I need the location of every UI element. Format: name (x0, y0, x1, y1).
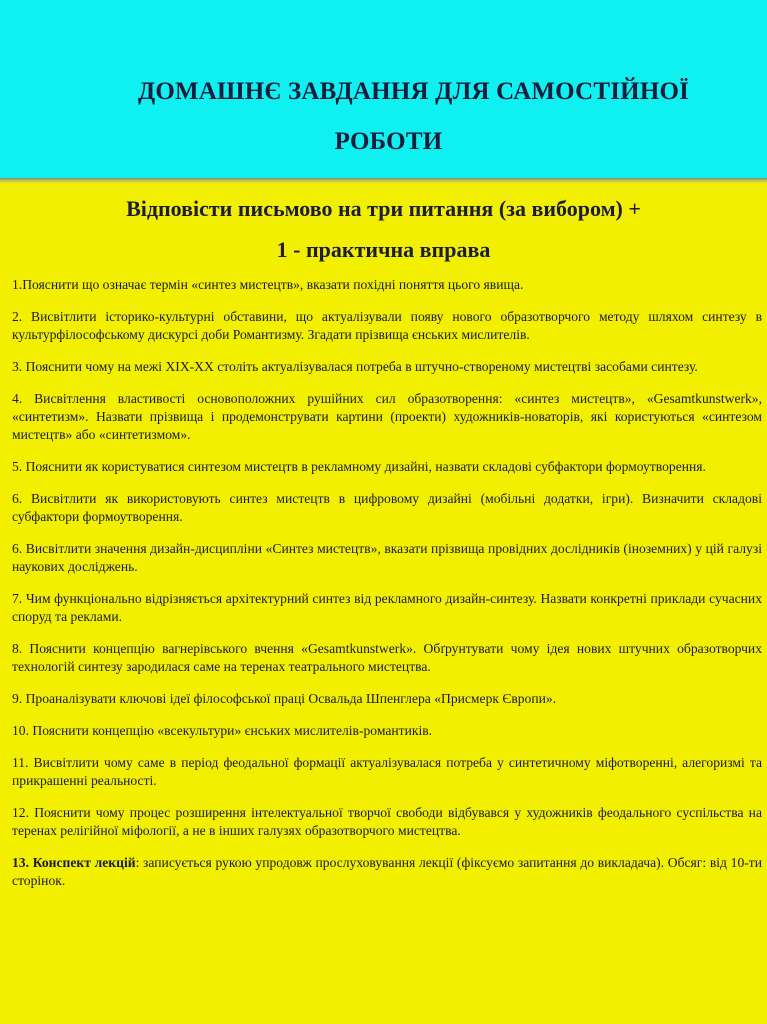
task-item-1: 1.Пояснити що означає термін «синтез мистецтв», вказати похідні поняття цього явища. (12, 277, 524, 292)
subtitle-line1: Відповісти письмово на три питання (за вибором) + (126, 196, 641, 221)
task-item-7: 7. Чим функціонально відрізняється архітектурний синтез від рекламного дизайн-синтезу. Назвати конкретні приклади сучасних споруд та реклами. (12, 591, 762, 624)
task-item-4: 4. Висвітлення властивості основоположних рушійних сил образотворення: «синтез мистецтв», «Gesamtkunstwerk», «синтетизм». Назвати прізвища і продемонструвати картини (проекти) художників-новаторів, які користуються «синтезом мистецтв» або «синтетизмом». (12, 391, 762, 442)
task-item-8: 8. Пояснити концепцію вагнерівського вчення «Gesamtkunstwerk». Обґрунтувати чому ідея нових штучних образотворчих технологій синтезу зародилася саме на теренах театрального мистецтва. (12, 641, 762, 674)
task-item-13 (12, 854, 762, 890)
subtitle-line2: 1 - практична вправа (276, 237, 491, 262)
task-item-10: 10. Пояснити концепцію «всекультури» єнських мислителів-романтиків. (12, 723, 433, 738)
header-divider (0, 178, 767, 184)
task-item-11: 11. Висвітлити чому саме в період феодальної формації актуалізувалася потреба у синтетичному міфотворенні, алегоризмі та прикрашенні реальності. (12, 755, 762, 788)
task-item-13-label: 13. Конспект лекцій (12, 855, 136, 870)
task-item-9: 9. Проаналізувати ключові ідеї філософської праці Освальда Шпенглера «Присмерк Європи». (12, 691, 557, 706)
task-item-5: 5. Пояснити як користуватися синтезом мистецтв в рекламному дизайні, назвати складові субфактори формоутворення. (12, 459, 706, 474)
page-title-line1: ДОМАШНЄ ЗАВДАННЯ ДЛЯ САМОСТІЙНОЇ (137, 78, 690, 105)
task-list (12, 276, 762, 904)
header-band (0, 0, 767, 178)
task-item-6a: 6. Висвітлити як використовують синтез мистецтв в цифровому дизайні (мобільні додатки, ігри). Визначити складові субфактори формоутворення. (12, 491, 762, 524)
page-title-line2: РОБОТИ (334, 128, 443, 155)
task-item-3: 3. Пояснити чому на межі XIX-XX століть актуалізувалася потреба в штучно-створеному мистецтві засобами синтезу. (12, 359, 698, 374)
task-item-2: 2. Висвітлити історико-культурні обставини, що актуалізували появу нового образотворчого методу шляхом синтезу в культурфілософському дискурсі доби Романтизму. Згадати прізвища єнських мислителів. (12, 309, 762, 342)
task-item-12: 12. Пояснити чому процес розширення інтелектуальної творчої свободи відбувався у художників феодального суспільства на теренах релігійної міфології, а не в інших галузях образотворчого мистецтва. (12, 805, 762, 838)
task-item-6b: 6. Висвітлити значення дизайн-дисципліни «Синтез мистецтв», вказати прізвища провідних дослідників (іноземних) у цій галузі наукових досліджень. (12, 541, 762, 574)
task-item-13-text: : записується рукою упродовж прослуховування лекції (фіксуємо запитання до викладача). Обсяг: від 10-ти сторінок. (12, 855, 762, 888)
